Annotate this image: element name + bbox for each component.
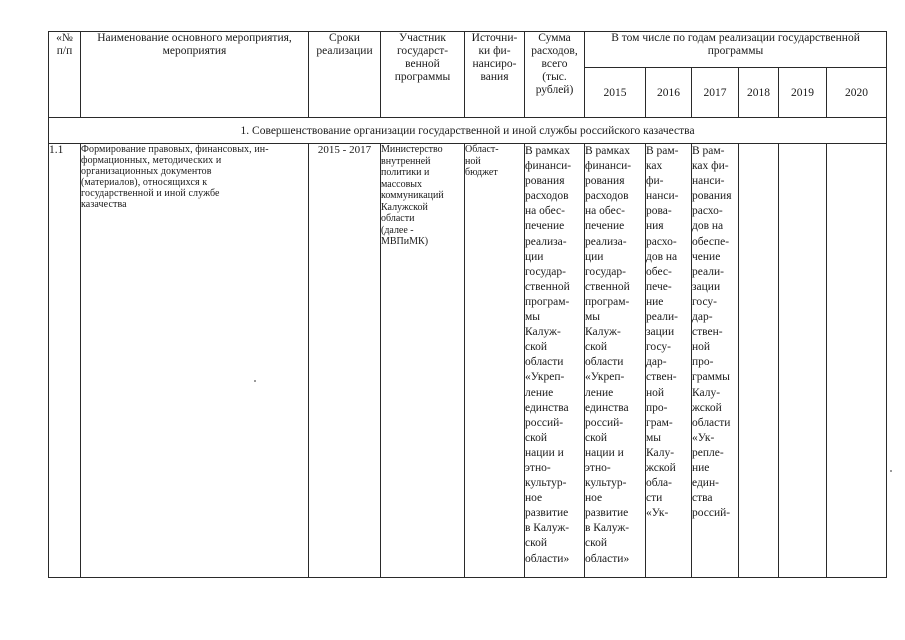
year-header-2015: 2015 [585, 68, 646, 118]
row-year-2018 [739, 144, 779, 578]
section-row [49, 118, 887, 144]
year-header-2017: 2017 [692, 68, 739, 118]
year-header-2016: 2016 [646, 68, 692, 118]
row-sources: Област- ной бюджет [465, 144, 525, 578]
section-title: 1. Совершенствование организации государственной и иной службы российского казачества [49, 118, 887, 144]
row-year-2017: В рам- ках фи- нанси- рования расхо- дов на обеспе- чение реали- зации госу- дар- ствен- ной про- граммы Калу- жской области «Ук- репле- ние един- ства россий- [692, 144, 739, 578]
year-header-2020: 2020 [827, 68, 887, 118]
scan-speck [890, 470, 892, 472]
col-header-amount: Сумма расходов, всего (тыс. рублей) [525, 32, 585, 118]
program-events-table [48, 31, 887, 578]
col-header-name: Наименование основного мероприятия, мероприятия [81, 32, 309, 118]
year-header-2018: 2018 [739, 68, 779, 118]
row-year-2016: В рам- ках фи- нанси- рова- ния расхо- дов на обес- пече- ние реали- зации госу- дар- ствен- ной про- грам- мы Калу- жской обла- сти «Ук- [646, 144, 692, 578]
row-terms: 2015 - 2017 [309, 144, 381, 578]
header-row-top [49, 32, 887, 68]
scan-speck [254, 380, 256, 382]
col-header-terms: Сроки реализации [309, 32, 381, 118]
row-year-2020 [827, 144, 887, 578]
row-participant: Министерство внутренней политики и массовых коммуникаций Калужской области (далее - МВПиМК) [381, 144, 465, 578]
col-header-by-years: В том числе по годам реализации государственной программы [585, 32, 887, 68]
col-header-num: «№ п/п [49, 32, 81, 118]
row-event-name: Формирование правовых, финансовых, ин- формационных, методических и организационных документов (материалов), относящихся к государственной и иной службе казачества [81, 144, 309, 578]
col-header-sources: Источни- ки фи- нансиро- вания [465, 32, 525, 118]
row-number: 1.1 [49, 144, 81, 578]
table-row [49, 144, 887, 578]
row-year-2015: В рамках финанси- рования расходов на обес- печение реализа- ции государ- ственной програм- мы Калуж- ской области «Укреп- ление единства россий- ской нации и этно- культур- ное развитие в Калуж- ской области» [585, 144, 646, 578]
row-amount: В рамках финанси- рования расходов на обес- печение реализа- ции государ- ственной програм- мы Калуж- ской области «Укреп- ление единства россий- ской нации и этно- культур- ное развитие в Калуж- ской области» [525, 144, 585, 578]
col-header-participant: Участник государст- венной программы [381, 32, 465, 118]
row-year-2019 [779, 144, 827, 578]
year-header-2019: 2019 [779, 68, 827, 118]
